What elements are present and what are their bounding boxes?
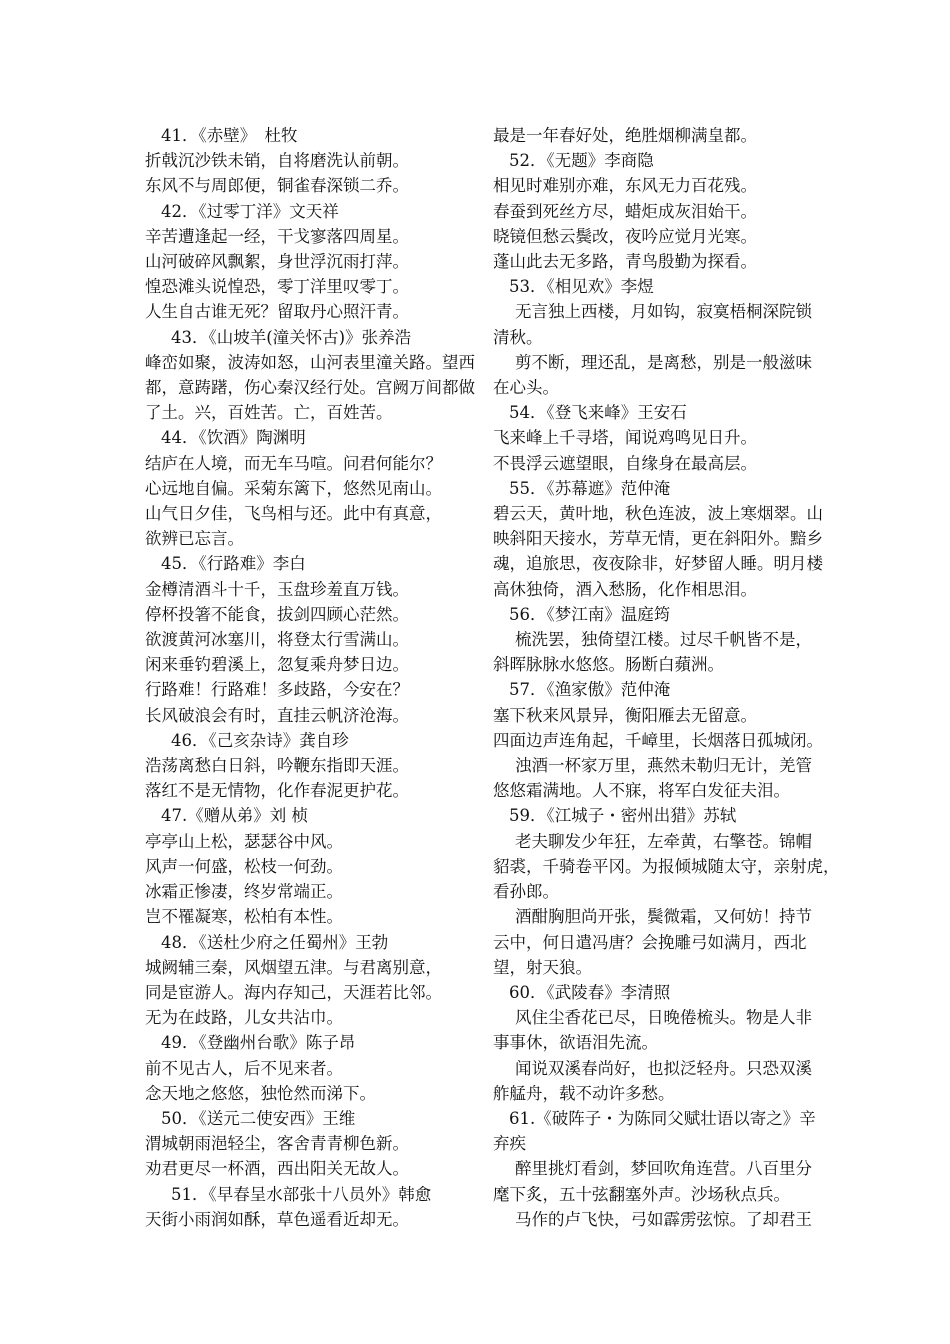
poem-line: 闲来垂钓碧溪上，忽复乘舟梦日边。 (145, 655, 409, 675)
poem-line: 都，意踌躇，伤心秦汉经行处。宫阙万间都做 (145, 378, 475, 398)
poem-heading: 45．《行路难》李白 (161, 554, 306, 574)
poem-line: 欲渡黄河冰塞川，将登太行雪满山。 (145, 630, 409, 650)
poem-line: 折戟沉沙铁未销，自将磨洗认前朝。 (145, 151, 409, 171)
poem-line: 同是宦游人。海内存知己，天涯若比邻。 (145, 982, 442, 1002)
poem-heading: 59．《江城子・密州出猎》苏轼 (509, 806, 737, 826)
poem-line: 无言独上西楼，月如钩，寂寞梧桐深院锁 (515, 302, 812, 322)
poem-line: 蓬山此去无多路，青鸟殷勤为探看。 (493, 252, 757, 272)
poem-line: 映斜阳天接水，芳草无情，更在斜阳外。黯乡 (493, 529, 823, 549)
poem-line: 云中，何日遣冯唐？会挽雕弓如满月，西北 (493, 932, 807, 952)
poem-line: 剪不断，理还乱，是离愁，别是一般滋味 (515, 352, 812, 372)
poem-heading: 61.《破阵子・为陈同父赋壮语以寄之》辛 (509, 1108, 816, 1128)
poem-heading: 43．《山坡羊(潼关怀古)》张养浩 (171, 327, 412, 347)
poem-line: 行路难！行路难！多歧路，今安在？ (145, 680, 409, 700)
poem-line: 亭亭山上松，瑟瑟谷中风。 (145, 831, 343, 851)
poem-line: 冰霜正惨凄，终岁常端正。 (145, 882, 343, 902)
poem-heading: 60．《武陵春》李清照 (509, 982, 671, 1002)
poem-line: 金樽清酒斗十千，玉盘珍羞直万钱。 (145, 579, 409, 599)
poem-line: 麾下炙，五十弦翻塞外声。沙场秋点兵。 (493, 1184, 790, 1204)
poem-line: 峰峦如聚，波涛如怒，山河表里潼关路。望西 (145, 352, 475, 372)
poem-line: 辛苦遭逢起一经，干戈寥落四周星。 (145, 226, 409, 246)
poem-line: 岂不罹凝寒，松柏有本性。 (145, 907, 343, 927)
poem-line: 天街小雨润如酥，草色遥看近却无。 (145, 1209, 409, 1229)
poem-line: 念天地之悠悠，独怆然而涕下。 (145, 1083, 376, 1103)
poem-heading: 41．《赤壁》 杜牧 (161, 126, 298, 145)
poem-heading: 42．《过零丁洋》文天祥 (161, 201, 339, 221)
poem-line: 山气日夕佳，飞鸟相与还。此中有真意， (145, 504, 442, 524)
poem-line: 风声一何盛，松枝一何劲。 (145, 856, 343, 876)
poem-line: 城阙辅三秦，风烟望五津。与君离别意， (145, 957, 442, 977)
poem-line: 最是一年春好处，绝胜烟柳满皇都。 (493, 126, 757, 145)
poem-heading: 57．《渔家傲》范仲淹 (509, 680, 671, 700)
poem-line: 在心头。 (493, 378, 559, 398)
poem-line: 马作的卢飞快，弓如霹雳弦惊。了却君王 (515, 1209, 812, 1229)
poem-line: 清秋。 (493, 327, 543, 347)
poem-heading: 56．《梦江南》温庭筠 (509, 604, 671, 624)
poem-line: 弃疾 (493, 1134, 526, 1154)
poem-heading: 51．《早春呈水部张十八员外》韩愈 (171, 1184, 432, 1204)
poem-line: 相见时难别亦难，东风无力百花残。 (493, 176, 757, 196)
poem-heading: 49．《登幽州台歌》陈子昂 (161, 1033, 356, 1053)
poem-line: 高休独倚，酒入愁肠，化作相思泪。 (493, 579, 757, 599)
poem-line: 酒酣胸胆尚开张，鬓微霜，又何妨！持节 (515, 907, 812, 927)
poem-line: 舴艋舟，载不动许多愁。 (493, 1083, 675, 1103)
poem-line: 梳洗罢，独倚望江楼。过尽千帆皆不是， (515, 630, 812, 650)
poem-heading: 53．《相见欢》李煜 (509, 277, 654, 297)
poem-line: 望，射天狼。 (493, 957, 592, 977)
poem-line: 闻说双溪春尚好，也拟泛轻舟。只恐双溪 (515, 1058, 812, 1078)
poem-line: 风住尘香花已尽，日晚倦梳头。物是人非 (515, 1008, 812, 1028)
poem-line: 晓镜但愁云鬓改，夜吟应觉月光寒。 (493, 226, 757, 246)
poem-heading: 44．《饮酒》陶渊明 (161, 428, 306, 448)
poem-heading: 48．《送杜少府之任蜀州》王勃 (161, 932, 389, 952)
right-column (493, 123, 840, 1232)
poem-line: 魂，追旅思，夜夜除非，好梦留人睡。明月楼 (493, 554, 823, 574)
poem-line: 四面边声连角起，千嶂里，长烟落日孤城闭。 (493, 730, 823, 750)
poem-line: 浊酒一杯家万里，燕然未勒归无计，羌管 (515, 756, 812, 776)
poem-line: 了土。兴，百姓苦。亡，百姓苦。 (145, 403, 393, 423)
poem-line: 结庐在人境，而无车马喧。问君何能尔？ (145, 453, 442, 473)
poem-line: 醉里挑灯看剑，梦回吹角连营。八百里分 (515, 1159, 812, 1179)
poem-heading: 50．《送元二使安西》王维 (161, 1108, 356, 1128)
poem-line: 落红不是无情物，化作春泥更护花。 (145, 781, 409, 801)
poem-line: 塞下秋来风景异，衡阳雁去无留意。 (493, 705, 757, 725)
poem-line: 老夫聊发少年狂，左牵黄，右擎苍。锦帽 (515, 831, 812, 851)
poem-line: 春蚕到死丝方尽，蜡炬成灰泪始干。 (493, 201, 757, 221)
poem-line: 欲辨已忘言。 (145, 529, 244, 549)
poem-line: 停杯投箸不能食，拔剑四顾心茫然。 (145, 604, 409, 624)
poem-line: 前不见古人，后不见来者。 (145, 1058, 343, 1078)
poem-line: 劝君更尽一杯酒，西出阳关无故人。 (145, 1159, 409, 1179)
poem-heading: 46．《己亥杂诗》龚自珍 (171, 730, 349, 750)
poem-line: 看孙郎。 (493, 882, 559, 902)
poem-line: 不畏浮云遮望眼，自缘身在最高层。 (493, 453, 757, 473)
poem-line: 惶恐滩头说惶恐，零丁洋里叹零丁。 (145, 277, 409, 297)
poem-line: 斜晖脉脉水悠悠。肠断白蘋洲。 (493, 655, 724, 675)
poem-line: 悠悠霜满地。人不寐，将军白发征夫泪。 (493, 781, 790, 801)
poem-heading: 54．《登飞来峰》王安石 (509, 403, 687, 423)
poem-line: 人生自古谁无死？留取丹心照汗青。 (145, 302, 409, 322)
poem-heading: 52．《无题》李商隐 (509, 151, 654, 171)
poem-line: 事事休，欲语泪先流。 (493, 1033, 658, 1053)
left-column (145, 123, 475, 1232)
poem-line: 长风破浪会有时，直挂云帆济沧海。 (145, 705, 409, 725)
poem-heading: 47.《赠从弟》刘 桢 (161, 806, 308, 826)
poem-line: 浩荡离愁白日斜，吟鞭东指即天涯。 (145, 756, 409, 776)
poem-line: 无为在歧路，儿女共沾巾。 (145, 1008, 343, 1028)
poem-line: 渭城朝雨浥轻尘，客舍青青柳色新。 (145, 1134, 409, 1154)
poem-heading: 55．《苏幕遮》范仲淹 (509, 478, 671, 498)
poem-line: 东风不与周郎便，铜雀春深锁二乔。 (145, 176, 409, 196)
poem-line: 心远地自偏。采菊东篱下，悠然见南山。 (145, 478, 442, 498)
poem-line: 貂裘，千骑卷平冈。为报倾城随太守，亲射虎， (493, 856, 840, 876)
poem-line: 碧云天，黄叶地，秋色连波，波上寒烟翠。山 (493, 504, 823, 524)
poem-line: 飞来峰上千寻塔，闻说鸡鸣见日升。 (493, 428, 757, 448)
poem-line: 山河破碎风飘絮，身世浮沉雨打萍。 (145, 252, 409, 272)
